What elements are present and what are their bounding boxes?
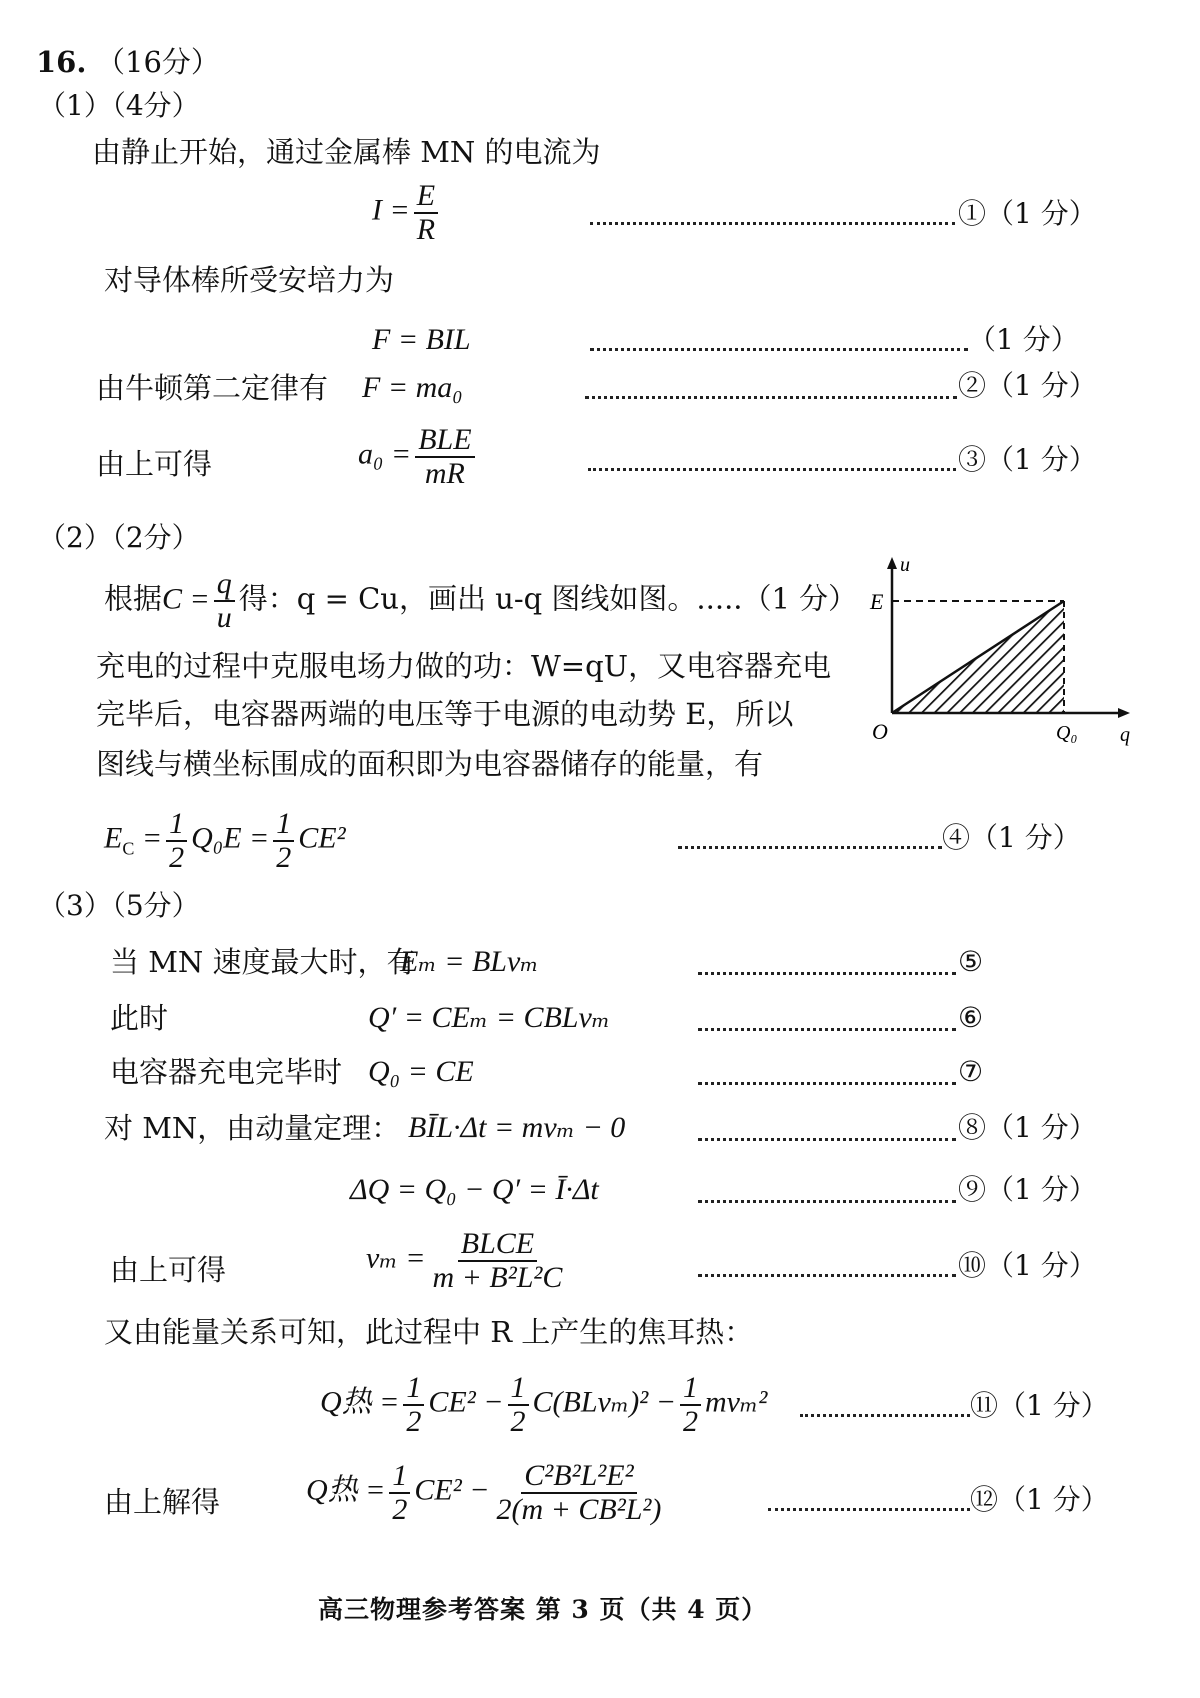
- part3-title: （3）（5分）: [38, 889, 200, 922]
- eq2-mark: ②（1 分）: [958, 369, 1097, 402]
- r5-formula: Eₘ = BLvₘ: [400, 945, 539, 978]
- part2-line4: 图线与横坐标围成的面积即为电容器储存的能量，有: [96, 747, 764, 781]
- eq2-formula: F = ma₀: [362, 371, 463, 404]
- eq3-mark: ③（1 分）: [958, 443, 1097, 476]
- result-text: 由上可得: [96, 447, 213, 481]
- r9-mark: ⑨（1 分）: [958, 1173, 1097, 1206]
- part2-line1: 根据C = $\frac{q}{u}$ 得：q = Cu，画出 u-q 图线如图。.....（1 分）: [104, 567, 858, 634]
- leader-dots: [590, 222, 955, 225]
- eq1-formula: I = $\frac{E}{R}$: [372, 180, 442, 245]
- eq4-formula: $E_C$ = $\frac{1}{2}$ Q₀E = $\frac{1}{2}$ CE²: [104, 807, 346, 874]
- eq3-formula: a₀ = $\frac{\text{BLE}}{mR}$: [358, 424, 479, 489]
- q0-label: Q₀: [1056, 722, 1078, 744]
- q-axis-label: q: [1120, 724, 1130, 746]
- eq1-mark: ①（1 分）: [958, 197, 1097, 230]
- r10-mark: ⑩（1 分）: [958, 1249, 1097, 1282]
- leader-dots: [698, 1082, 956, 1085]
- u-q-graph: [862, 555, 1142, 755]
- r12-formula: Q热 = $\frac{1}{2}$ CE² − $\frac{\text{C²B²L²E²}}{\text{2(m + CB²L²)}}$: [306, 1459, 662, 1526]
- r8-formula: BĪL·Δt = mvₘ − 0: [408, 1111, 626, 1144]
- energy-text: 又由能量关系可知，此过程中 R 上产生的焦耳热：: [104, 1315, 754, 1349]
- ampere-text: 对导体棒所受安培力为: [104, 263, 395, 297]
- r6-text: 此时: [110, 1001, 169, 1035]
- eq-f-formula: F = BIL: [372, 323, 471, 356]
- r6-mark: ⑥: [958, 1001, 984, 1034]
- leader-dots: [590, 348, 968, 351]
- u-axis-label: u: [900, 555, 910, 576]
- r9-formula: ΔQ = Q₀ − Q′ = Ī·Δt: [350, 1173, 599, 1206]
- leader-dots: [698, 1138, 956, 1141]
- r12-text: 由上解得: [104, 1485, 221, 1519]
- part1-title: （1）（4分）: [38, 89, 200, 122]
- page-footer: 高三物理参考答案 第 3 页（共 4 页）: [318, 1595, 768, 1624]
- r8-text: 对 MN，由动量定理：: [104, 1111, 401, 1145]
- leader-dots: [588, 468, 956, 471]
- e-label: E: [870, 589, 884, 614]
- r10-text: 由上可得: [110, 1253, 227, 1287]
- leader-dots: [800, 1414, 970, 1417]
- u-axis-arrow: [887, 557, 897, 569]
- r7-formula: Q₀ = CE: [368, 1055, 474, 1088]
- leader-dots: [768, 1508, 970, 1511]
- r6-formula: Q′ = CEₘ = CBLvₘ: [368, 1001, 611, 1034]
- r5-text: 当 MN 速度最大时，有: [110, 945, 416, 979]
- r7-mark: ⑦: [958, 1055, 984, 1088]
- part2-title: （2）（2分）: [38, 521, 200, 554]
- r11-formula: Q热 = $\frac{1}{2}$ CE² − $\frac{1}{2}$ C(BLvₘ)² − $\frac{1}{2}$ mvₘ²: [320, 1371, 768, 1438]
- eq4-mark: ④（1 分）: [942, 821, 1081, 854]
- leader-dots: [698, 1200, 956, 1203]
- r12-mark: ⑫（1 分）: [970, 1483, 1109, 1516]
- part2-line2: 充电的过程中克服电场力做的功：W=qU，又电容器充电: [96, 649, 832, 683]
- leader-dots: [698, 972, 956, 975]
- r11-mark: ⑪（1 分）: [970, 1389, 1109, 1422]
- r5-mark: ⑤: [958, 945, 984, 978]
- leader-dots: [698, 1028, 956, 1031]
- r7-text: 电容器充电完毕时: [110, 1055, 343, 1089]
- leader-dots: [585, 396, 957, 399]
- newton-text: 由牛顿第二定律有: [96, 371, 329, 405]
- leader-dots: [698, 1274, 956, 1277]
- eq-f-mark: （1 分）: [968, 323, 1079, 356]
- leader-dots: [678, 846, 942, 849]
- r8-mark: ⑧（1 分）: [958, 1111, 1097, 1144]
- problem-number: 16.: [36, 45, 87, 79]
- problem-score: （16分）: [96, 45, 220, 79]
- part2-line3: 完毕后，电容器两端的电压等于电源的电动势 E，所以: [96, 697, 794, 731]
- q-axis-arrow: [1118, 708, 1130, 718]
- origin-label: O: [872, 719, 888, 744]
- r10-formula: vₘ = $\frac{\text{BLCE}}{\text{m + B²L²C}}$: [366, 1227, 563, 1294]
- part1-intro: 由静止开始，通过金属棒 MN 的电流为: [92, 135, 601, 169]
